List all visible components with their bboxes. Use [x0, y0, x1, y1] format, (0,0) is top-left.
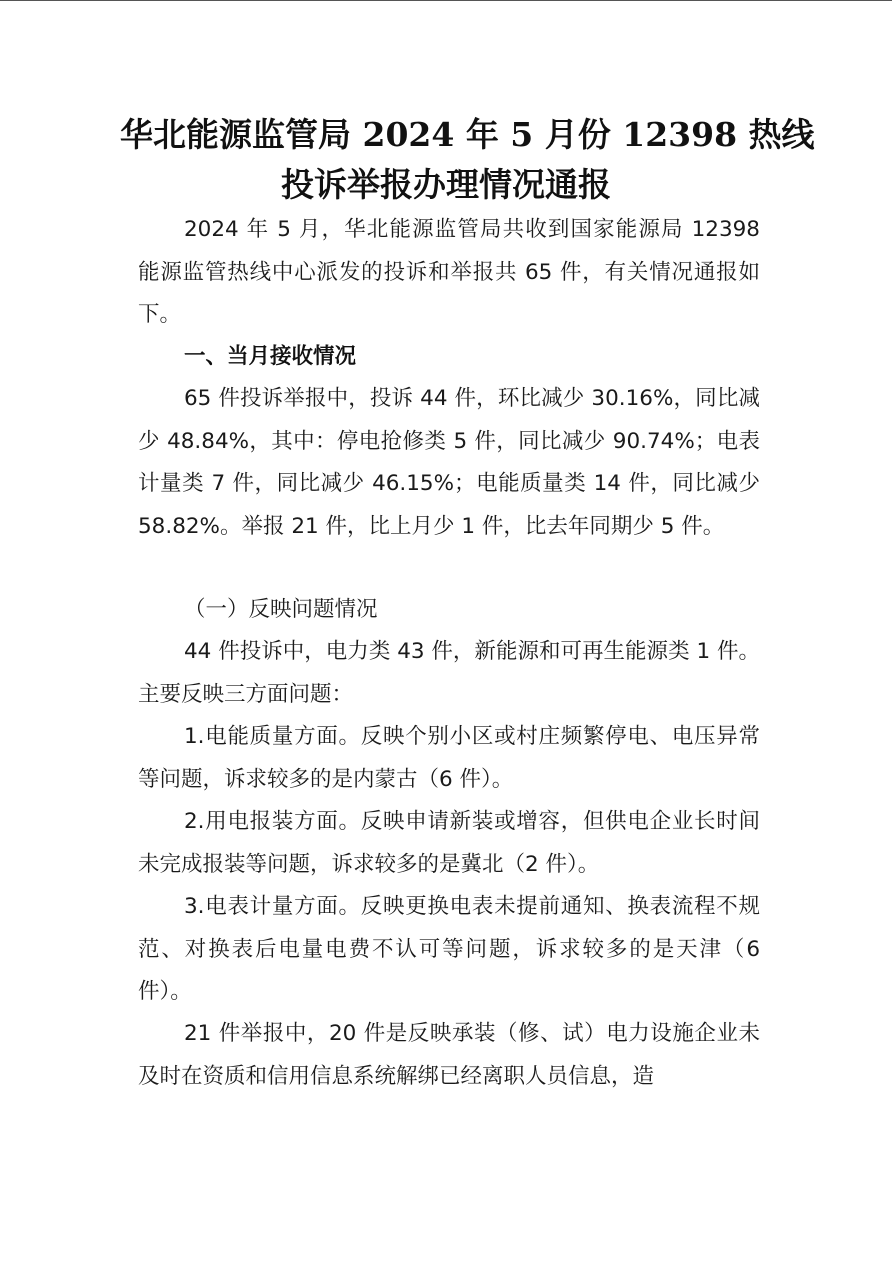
issue-item-connection: 2.用电报装方面。反映申请新装或增容，但供电企业长时间未完成报装等问题，诉求较多的是冀北（2 件）。 [138, 809, 760, 877]
document-title-line-1: 华北能源监管局 2024 年 5 月份 12398 热线 [120, 115, 815, 154]
intro-paragraph: 2024 年 5 月，华北能源监管局共收到国家能源局 12398 能源监管热线中心派发的投诉和举报共 65 件，有关情况通报如下。 [138, 217, 760, 327]
issue-item-power-quality: 1.电能质量方面。反映个别小区或村庄频繁停电、电压异常等问题，诉求较多的是内蒙古（6 件）。 [138, 724, 760, 792]
issue-item-metering: 3.电表计量方面。反映更换电表未提前通知、换表流程不规范、对换表后电量电费不认可等问题，诉求较多的是天津（6 件）。 [138, 894, 760, 1004]
section-heading-monthly-receipt: 一、当月接收情况 [184, 344, 357, 369]
reports-paragraph: 21 件举报中，20 件是反映承装（修、试）电力设施企业未及时在资质和信用信息系统解绑已经离职人员信息，造 [138, 1021, 760, 1089]
document-title-line-2: 投诉举报办理情况通报 [281, 165, 611, 204]
monthly-receipt-paragraph: 65 件投诉举报中，投诉 44 件，环比减少 30.16%，同比减少 48.84%，其中：停电抢修类 5 件，同比减少 90.74%；电表计量类 7 件，同比减少 46.15%；电能质量类 14 件，同比减少 58.82%。举报 21 件，比上月少 1 件，比去年同期少 5 件。 [138, 386, 760, 539]
subsection-heading-issues: （一）反映问题情况 [184, 597, 378, 622]
issues-intro-paragraph: 44 件投诉中，电力类 43 件，新能源和可再生能源类 1 件。主要反映三方面问题： [138, 639, 760, 707]
